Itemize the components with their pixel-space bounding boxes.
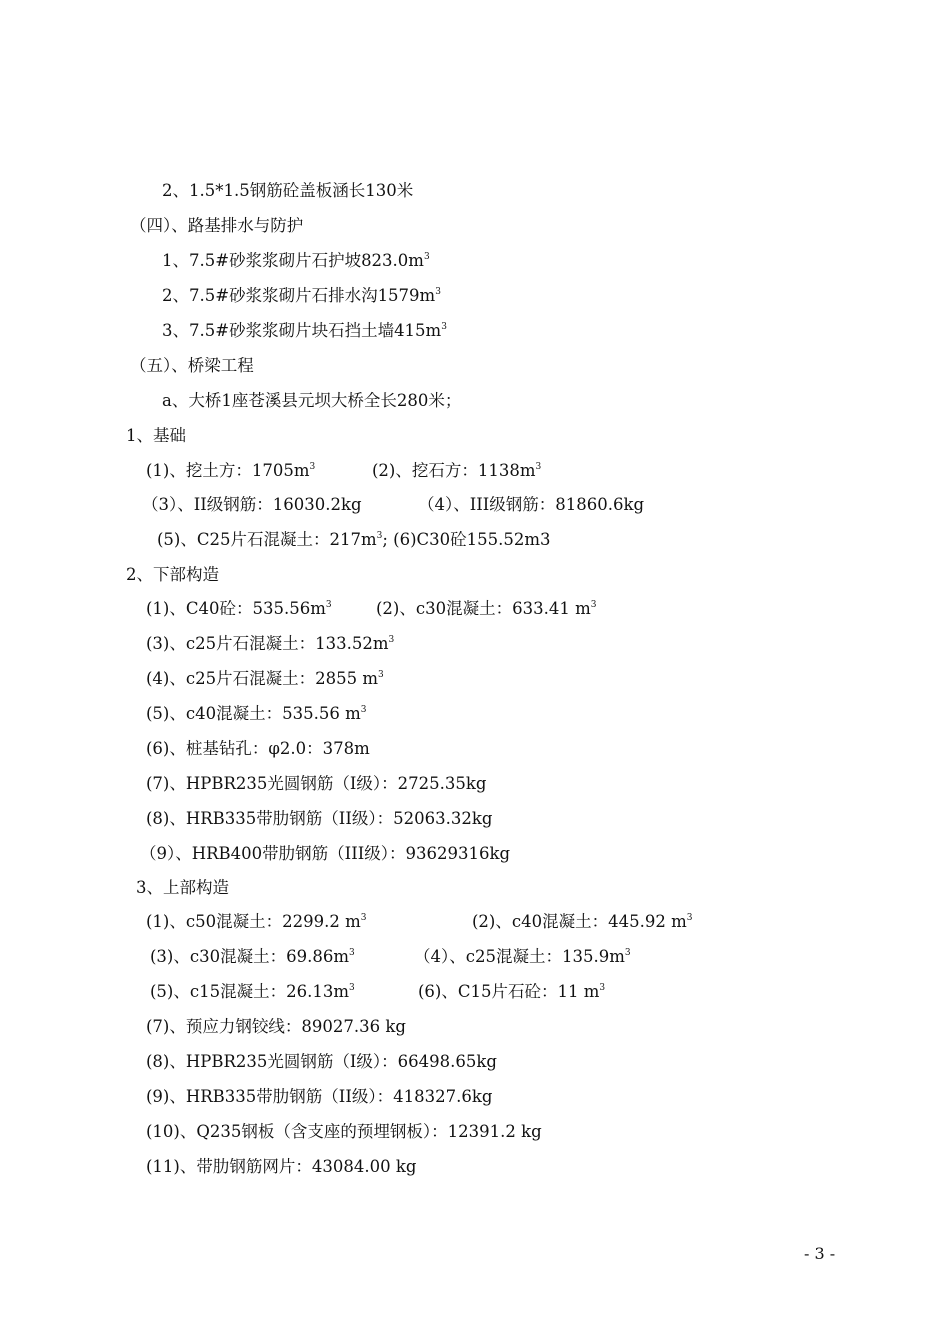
text-line: (1)、挖土方：$1705m^3$: [146, 461, 316, 480]
text-line: (3)、c25片石混凝土：$133.52m^3$: [146, 634, 395, 653]
text-line: 1、7.5#砂浆浆砌片石护坡$823.0m^3$: [162, 251, 430, 270]
page-number: - 3 -: [804, 1244, 836, 1263]
text-line: 3、7.5#砂浆浆砌片块石挡土墙$415m^3$: [162, 321, 447, 340]
text-line: 2、1.5*1.5钢筋砼盖板涵长130米: [162, 181, 414, 200]
text-line: （4）、III级钢筋：81860.6kg: [418, 495, 645, 514]
text-line: (8)、HPBR235光圆钢筋（I级）：66498.65kg: [146, 1052, 497, 1071]
text-line: (1)、c50混凝土：2299.2 $m^3$: [146, 912, 367, 931]
text-line: (1)、C40砼：$535.56m^3$: [146, 599, 332, 618]
text-line: （4）、c25混凝土：$135.9m^3$: [414, 947, 631, 966]
text-line: (3)、c30混凝土：$69.86m^3$: [150, 947, 355, 966]
section-heading: （四）、路基排水与防护: [130, 216, 304, 235]
text-line: a、大桥1座苍溪县元坝大桥全长280米；: [162, 391, 462, 410]
text-line: （3）、II级钢筋：16030.2kg: [142, 495, 362, 514]
text-line: （9）、HRB400带肋钢筋（III级）：93629316kg: [140, 844, 511, 863]
text-line: (9)、HRB335带肋钢筋（II级）：418327.6kg: [146, 1087, 493, 1106]
text-line: (6)、桩基钻孔：φ2.0：378m: [146, 739, 370, 758]
text-line: (4)、c25片石混凝土：2855 $m^3$: [146, 669, 384, 688]
text-line: (5)、C25片石混凝土：$217m^3$; (6)C30砼155.52m3: [157, 530, 551, 549]
text-line: (7)、预应力钢铰线：89027.36 kg: [146, 1017, 406, 1036]
text-line: (6)、C15片石砼：11 $m^3$: [418, 982, 606, 1001]
text-line: 2、7.5#砂浆浆砌片石排水沟$1579m^3$: [162, 286, 441, 305]
text-line: (7)、HPBR235光圆钢筋（I级）：2725.35kg: [146, 774, 487, 793]
text-line: (10)、Q235钢板（含支座的预埋钢板）：12391.2 kg: [146, 1122, 542, 1141]
text-line: (2)、c40混凝土：445.92 $m^3$: [472, 912, 693, 931]
text-line: (11)、带肋钢筋网片：43084.00 kg: [146, 1157, 417, 1176]
text-line: (2)、c30混凝土：633.41 $m^3$: [376, 599, 597, 618]
text-line: (8)、HRB335带肋钢筋（II级）：52063.32kg: [146, 809, 493, 828]
subsection-heading: 2、下部构造: [126, 565, 219, 584]
subsection-heading: 3、上部构造: [136, 878, 229, 897]
text-line: (2)、挖石方：$1138m^3$: [372, 461, 542, 480]
text-line: (5)、c40混凝土：535.56 $m^3$: [146, 704, 367, 723]
section-heading: （五）、桥梁工程: [130, 356, 254, 375]
subsection-heading: 1、基础: [126, 426, 186, 445]
text-line: (5)、c15混凝土：$26.13m^3$: [150, 982, 355, 1001]
